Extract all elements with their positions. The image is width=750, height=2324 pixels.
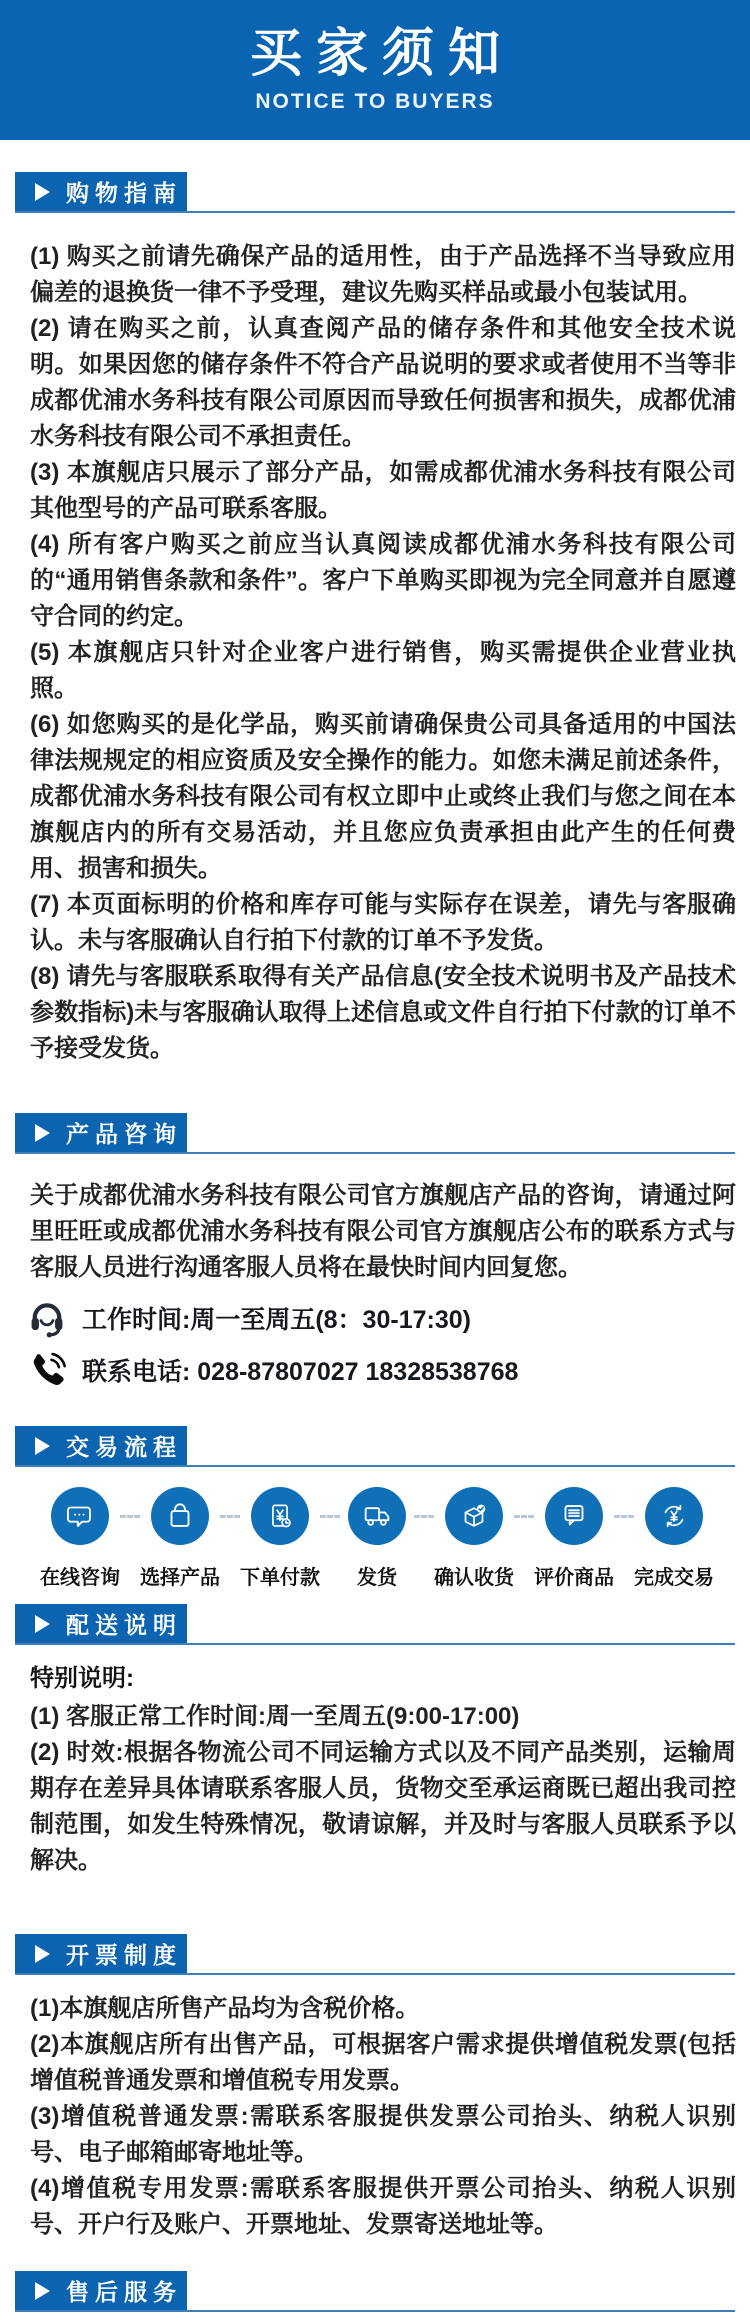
section-header-box: [15, 1604, 187, 1643]
delivery-paragraph: (1) 客服正常工作时间:周一至周五(9:00-17:00): [30, 1703, 520, 1730]
flow-step-ship: [340, 1487, 414, 1590]
bottom-padding: [0, 2312, 750, 2324]
flow-step-complete: [634, 1487, 714, 1590]
guide-paragraph: (6) 如您购买的是化学品，购买前请确保贵公司具备适用的中国法律法规规定的相应资质及安全操作的能力。如您未满足前述条件，成都优浦水务科技有限公司有权立即中止或终止我们与您之间在本旗舰店内的所有交易活动，并且您应负责承担由此产生的任何费用、损害和损失。: [30, 711, 736, 882]
section-title: 购物指南: [66, 180, 182, 206]
flow-step-label: 评价商品: [534, 1567, 614, 1589]
guide-paragraph: (7) 本页面标明的价格和库存可能与实际存在误差，请先与客服确认。未与客服确认自行拍下付款的订单不予发货。: [30, 891, 736, 954]
guide-paragraph: (1) 购买之前请先确保产品的适用性，由于产品选择不当导致应用偏差的退换货一律不予受理，建议先购买样品或最小包装试用。: [30, 243, 736, 306]
section-header-after-sales: [15, 2271, 735, 2312]
section-header-box: [15, 172, 187, 211]
flow-connector-dash: [320, 1515, 340, 1518]
flow-step-review: [534, 1487, 614, 1590]
play-triangle-icon: [35, 1124, 50, 1142]
chat-bubble-icon: [63, 1499, 97, 1533]
consult-intro: [30, 1178, 736, 1286]
section-header-box: [15, 2271, 187, 2310]
flow-step-choose-product: [140, 1487, 220, 1590]
invoice-paragraph: (3)增值税普通发票:需联系客服提供发票公司抬头、纳税人识别号、电子邮箱邮寄地址等。: [30, 2103, 736, 2166]
flow-step-label: 确认收货: [434, 1567, 514, 1589]
section-header-box: [15, 1426, 187, 1465]
guide-paragraph: (3) 本旗舰店只展示了部分产品，如需成都优浦水务科技有限公司其他型号的产品可联系客服。: [30, 459, 736, 522]
section-header-transaction-flow: [15, 1426, 735, 1467]
guide-paragraph: (2) 请在购买之前，认真查阅产品的储存条件和其他安全技术说明。如果因您的储存条件不符合产品说明的要求或者使用不当等非成都优浦水务科技有限公司原因而导致任何损害和损失，成都优浦水务科技有限公司不承担责任。: [30, 315, 736, 450]
section-header-product-consult: [15, 1113, 735, 1154]
flow-step-label: 在线咨询: [40, 1567, 120, 1589]
transaction-flow-steps: [40, 1487, 714, 1590]
invoice-paragraphs: [30, 1991, 736, 2243]
delivery-note-title: 特别说明:: [30, 1665, 134, 1692]
shopping-guide-paragraphs: [30, 239, 736, 1067]
flow-step-label: 下单付款: [240, 1567, 320, 1589]
flow-step-label: 完成交易: [634, 1567, 714, 1589]
flow-step-label: 选择产品: [140, 1567, 220, 1589]
page-subtitle: NOTICE TO BUYERS: [255, 89, 495, 113]
flow-connector-dash: [514, 1515, 534, 1518]
section-header-shopping-guide: [15, 172, 735, 213]
flow-step-confirm-receipt: [434, 1487, 514, 1590]
invoice-paragraph: (1)本旗舰店所售产品均为含税价格。: [30, 1995, 420, 2022]
section-header-delivery: [15, 1604, 735, 1645]
section-header-invoice: [15, 1934, 735, 1975]
section-title: 交易流程: [66, 1434, 182, 1460]
consult-paragraph: 关于成都优浦水务科技有限公司官方旗舰店产品的咨询，请通过阿里旺旺或成都优浦水务科技有限公司官方旗舰店公布的联系方式与客服人员进行沟通客服人员将在最快时间内回复您。: [30, 1182, 736, 1281]
section-title: 产品咨询: [66, 1121, 182, 1147]
guide-paragraph: (4) 所有客户购买之前应当认真阅读成都优浦水务科技有限公司的“通用销售条款和条件”。客户下单购买即视为完全同意并自愿遵守合同的约定。: [30, 531, 736, 630]
play-triangle-icon: [35, 2282, 50, 2300]
play-triangle-icon: [35, 1945, 50, 1963]
flow-step-online-consult: [40, 1487, 120, 1590]
page-banner: [0, 0, 750, 140]
section-title: 开票制度: [66, 1942, 182, 1968]
delivery-paragraph: (2) 时效:根据各物流公司不同运输方式以及不同产品类别，运输周期存在差异具体请联系客服人员，货物交至承运商既已超出我司控制范围，如发生特殊情况，敬请谅解，并及时与客服人员联系予以解决。: [30, 1739, 736, 1874]
section-header-box: [15, 1934, 187, 1973]
guide-paragraph: (8) 请先与客服联系取得有关产品信息(安全技术说明书及产品技术参数指标)未与客服确认取得上述信息或文件自行拍下付款的订单不予接受发货。: [30, 963, 736, 1062]
guide-paragraph: (5) 本旗舰店只针对企业客户进行销售，购买需提供企业营业执照。: [30, 639, 736, 702]
flow-connector-dash: [120, 1515, 140, 1518]
truck-icon: [360, 1499, 394, 1533]
yuan-cycle-icon: [657, 1499, 691, 1533]
play-triangle-icon: [35, 1437, 50, 1455]
payment-receipt-icon: [263, 1499, 297, 1533]
flow-connector-dash: [220, 1515, 240, 1518]
flow-step-order-pay: [240, 1487, 320, 1590]
invoice-paragraph: (4)增值税专用发票:需联系客服提供开票公司抬头、纳税人识别号、开户行及账户、开票地址、发票寄送地址等。: [30, 2175, 736, 2238]
play-triangle-icon: [35, 183, 50, 201]
section-header-box: [15, 1113, 187, 1152]
review-comment-icon: [557, 1499, 591, 1533]
section-title: 售后服务: [66, 2279, 182, 2305]
phone-icon: [26, 1349, 68, 1391]
section-title: 配送说明: [66, 1612, 182, 1638]
invoice-paragraph: (2)本旗舰店所有出售产品，可根据客户需求提供增值税发票(包括增值税普通发票和增值税专用发票。: [30, 2031, 736, 2094]
play-triangle-icon: [35, 1615, 50, 1633]
work-time-text: 工作时间:周一至周五(8：30-17:30): [82, 1306, 471, 1334]
phone-text: 联系电话: 028-87807027 18328538768: [82, 1358, 519, 1386]
package-check-icon: [457, 1499, 491, 1533]
work-time-row: [26, 1296, 736, 1340]
shopping-bag-icon: [163, 1499, 197, 1533]
page-title: 买家须知: [249, 25, 514, 84]
delivery-paragraphs: [30, 1699, 736, 1879]
flow-step-label: 发货: [357, 1567, 397, 1589]
phone-row: [26, 1348, 736, 1392]
flow-connector-dash: [414, 1515, 434, 1518]
flow-connector-dash: [614, 1515, 634, 1518]
headset-agent-icon: [26, 1297, 68, 1339]
